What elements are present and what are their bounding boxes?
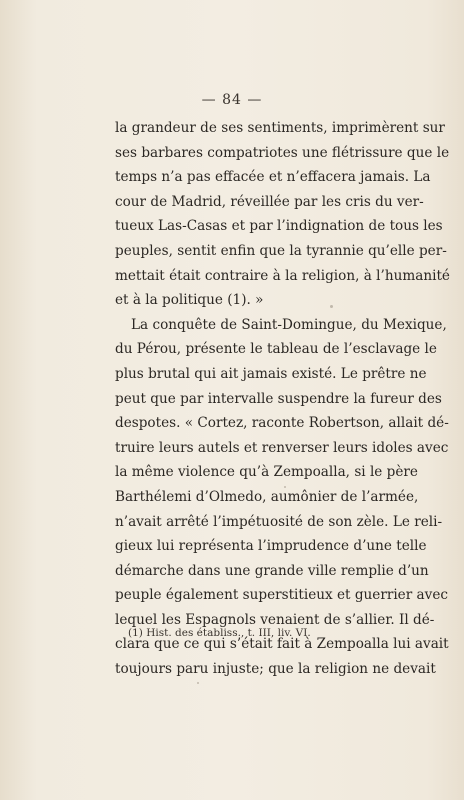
text-line: gieux lui représenta l’imprudence d’une telle xyxy=(115,538,427,555)
page-number: — 84 — xyxy=(201,92,263,108)
paper-speck xyxy=(284,486,286,488)
text-line: cour de Madrid, réveillée par les cris du ver- xyxy=(115,193,424,210)
text-line: Barthélemi d’Olmedo, aumônier de l’armée, xyxy=(115,488,419,505)
text-line: peuple également superstitieux et guerrier avec xyxy=(115,587,448,604)
text-line: la même violence qu’à Zempoalla, si le père xyxy=(115,464,418,481)
text-line: toujours paru injuste; que la religion ne devait xyxy=(115,661,436,678)
text-line: peut que par intervalle suspendre la fureur des xyxy=(115,390,442,407)
text-line: la grandeur de ses sentiments, imprimèrent sur xyxy=(115,120,445,136)
footnote: (1) Hist. des établiss., t. III, liv. VI. xyxy=(128,627,311,639)
text-line: tueux Las-Casas et par l’indignation de tous les xyxy=(115,218,443,235)
text-line: mettait était contraire à la religion, à l’humanité xyxy=(115,267,450,284)
paper-speck xyxy=(330,305,333,308)
text-line: démarche dans une grande ville remplie d’un xyxy=(115,562,429,579)
paper-speck xyxy=(197,682,199,684)
text-line: clara que ce qui s’était fait à Zempoalla lui avait xyxy=(115,636,449,653)
text-line: et à la politique (1). » xyxy=(115,292,264,309)
text-line: lequel les Espagnols venaient de s’allier. Il dé- xyxy=(115,611,435,628)
text-line: La conquête de Saint-Domingue, du Mexique, xyxy=(131,316,447,333)
text-line: plus brutal qui ait jamais existé. Le prêtre ne xyxy=(115,365,427,382)
text-line: despotes. « Cortez, raconte Robertson, allait dé- xyxy=(115,415,449,432)
text-line: peuples, sentit enfin que la tyrannie qu’elle per- xyxy=(115,242,447,259)
text-line: n’avait arrêté l’impétuosité de son zèle. Le reli- xyxy=(115,513,443,530)
text-line: truire leurs autels et renverser leurs idoles avec xyxy=(115,439,449,456)
text-line: ses barbares compatriotes une flétrissure que le xyxy=(115,144,450,161)
text-line: du Pérou, présente le tableau de l’esclavage le xyxy=(115,341,437,358)
paragraph-1 xyxy=(115,116,450,313)
text-line: temps n’a pas effacée et n’effacera jamais. La xyxy=(115,169,431,186)
body-text xyxy=(115,116,450,682)
